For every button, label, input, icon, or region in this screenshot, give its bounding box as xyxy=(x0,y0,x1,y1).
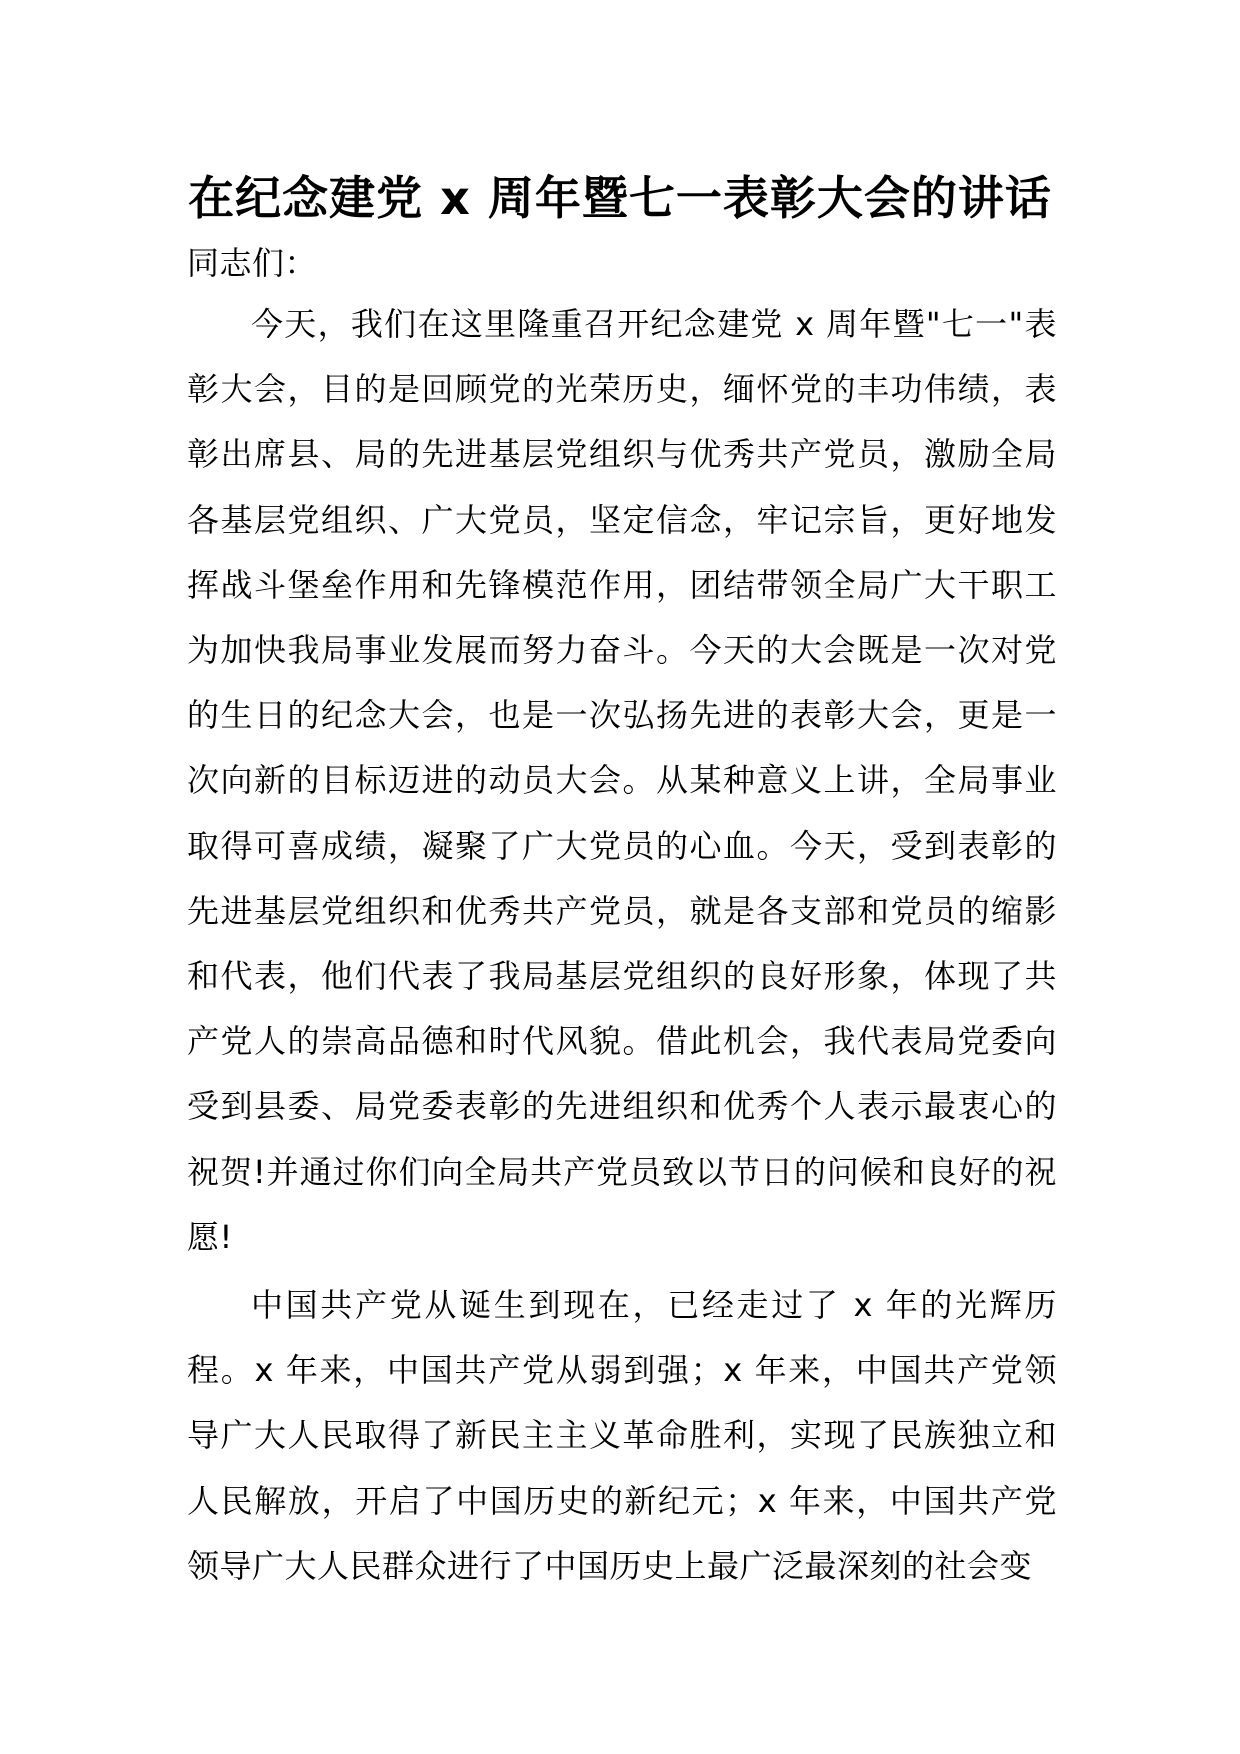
paragraph-2: 中国共产党从诞生到现在，已经走过了 x 年的光辉历程。x 年来，中国共产党从弱到强；x 年来，中国共产党领导广大人民取得了新民主主义革命胜利，实现了民族独立和人民解放，开启了中国历史的新纪元；x 年来，中国共产党领导广大人民群众进行了中国历史上最广泛最深刻的社会变 xyxy=(187,1286,1057,1585)
paragraph-1: 今天，我们在这里隆重召开纪念建党 x 周年暨"七一"表彰大会，目的是回顾党的光荣历史，缅怀党的丰功伟绩，表彰出席县、局的先进基层党组织与优秀共产党员，激励全局各基层党组织、广大党员，坚定信念，牢记宗旨，更好地发挥战斗堡垒作用和先锋模范作用，团结带领全局广大干职工为加快我局事业发展而努力奋斗。今天的大会既是一次对党的生日的纪念大会，也是一次弘扬先进的表彰大会，更是一次向新的目标迈进的动员大会。从某种意义上讲，全局事业取得可喜成绩，凝聚了广大党员的心血。今天，受到表彰的先进基层党组织和优秀共产党员，就是各支部和党员的缩影和代表，他们代表了我局基层党组织的良好形象，体现了共产党人的崇高品德和时代风貌。借此机会，我代表局党委向受到县委、局党委表彰的先进组织和优秀个人表示最衷心的祝贺!并通过你们向全局共产党员致以节日的问候和良好的祝愿! xyxy=(187,305,1057,1256)
document-title: 在纪念建党 x 周年暨七一表彰大会的讲话 xyxy=(188,171,1052,225)
salutation: 同志们： xyxy=(187,244,318,282)
